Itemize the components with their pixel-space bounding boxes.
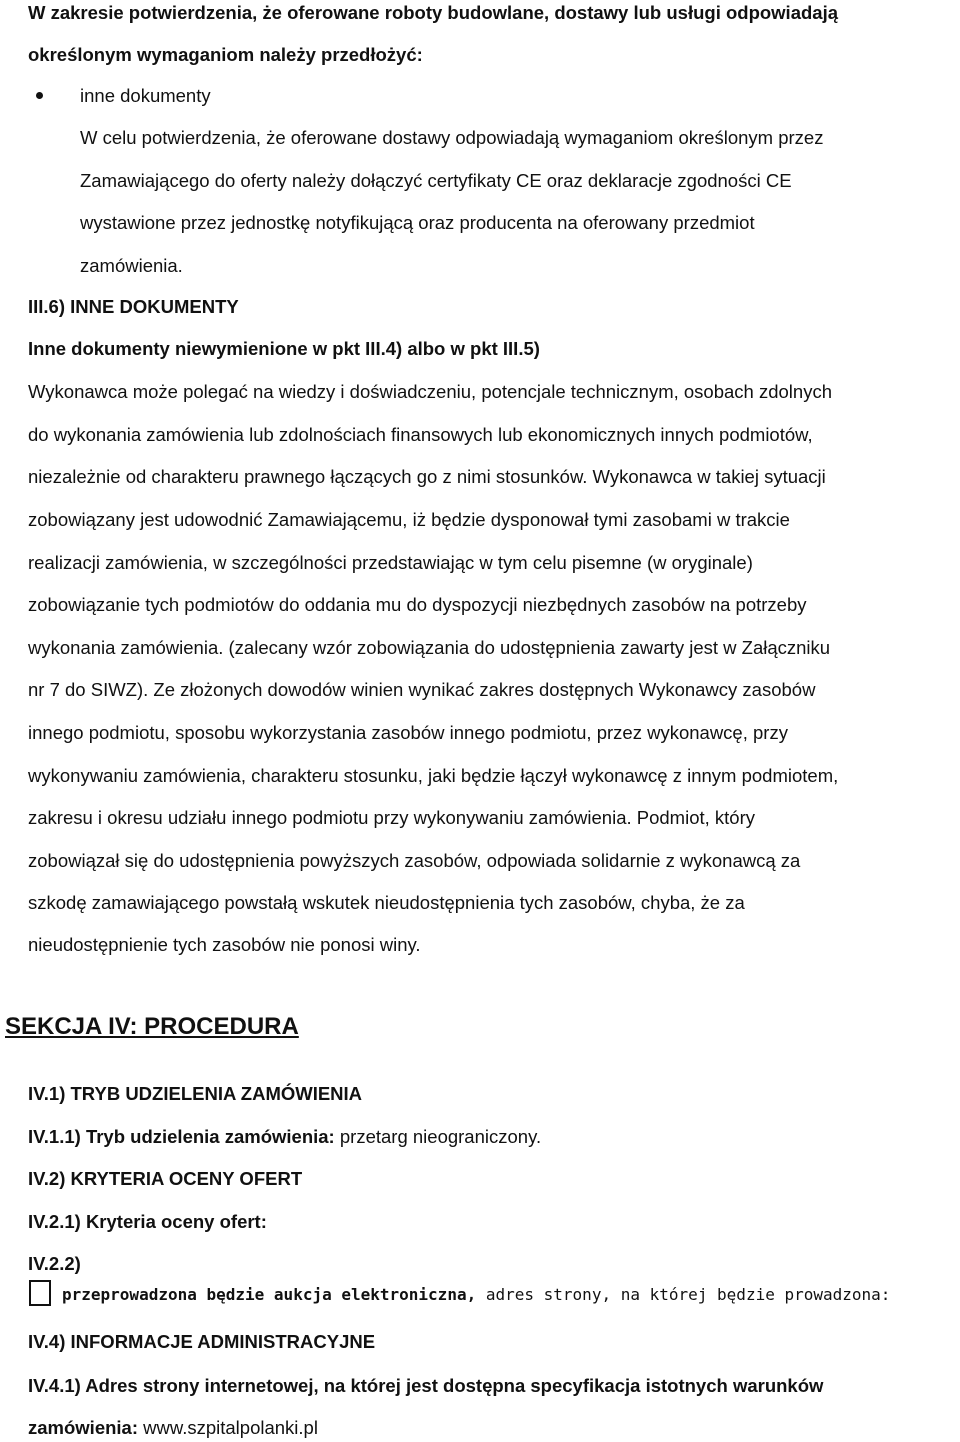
heading-iv2: IV.2) KRYTERIA OCENY OFERT xyxy=(28,1168,303,1189)
intro-line-2: określonym wymaganiom należy przedłożyć: xyxy=(28,44,423,65)
bullet-dot-icon xyxy=(36,92,43,99)
paragraph-line: nieudostępnienie tych zasobów nie ponosi winy. xyxy=(28,934,421,955)
paragraph-line: niezależnie od charakteru prawnego łączących go z nimi stosunków. Wykonawca w takiej sytuacji xyxy=(28,466,826,487)
heading-iv22: IV.2.2) xyxy=(28,1253,81,1274)
auction-label: przeprowadzona będzie aukcja elektroniczna, xyxy=(62,1285,477,1304)
auction-line xyxy=(62,1284,890,1306)
paragraph-line: wykonania zamówienia. (zalecany wzór zobowiązania do udostępnienia zawarty jest w Załączniku xyxy=(28,637,831,658)
iv41-line-1: IV.4.1) Adres strony internetowej, na której jest dostępna specyfikacja istotnych warunków xyxy=(28,1375,824,1396)
paragraph-line: Wykonawca może polegać na wiedzy i doświadczeniu, potencjale technicznym, osobach zdolnych xyxy=(28,381,832,402)
paragraph-line: realizacji zamówienia, w szczególności przedstawiając w tym celu pisemne (w oryginale) xyxy=(28,552,753,573)
intro-line-1: W zakresie potwierdzenia, że oferowane roboty budowlane, dostawy lub usługi odpowiadają xyxy=(28,2,839,23)
paragraph-line: nr 7 do SIWZ). Ze złożonych dowodów winien wynikać zakres dostępnych Wykonawcy zasobów xyxy=(28,679,816,700)
heading-iv21: IV.2.1) Kryteria oceny ofert: xyxy=(28,1211,267,1232)
paragraph-line: zobowiązał się do udostępnienia powyższych zasobów, odpowiada solidarnie z wykonawcą za xyxy=(28,850,801,871)
bullet-desc-line: wystawione przez jednostkę notyfikującą oraz producenta na oferowany przedmiot xyxy=(80,212,755,233)
specification-url-link[interactable]: www.szpitalpolanki.pl xyxy=(138,1417,318,1438)
paragraph-line: szkodę zamawiającego powstałą wskutek nieudostępnienia tych zasobów, chyba, że za xyxy=(28,892,745,913)
section-title: SEKCJA IV: PROCEDURA xyxy=(5,1013,299,1040)
paragraph-line: do wykonania zamówienia lub zdolnościach finansowych lub ekonomicznych innych podmiotów, xyxy=(28,424,813,445)
iv11-value: przetarg nieograniczony. xyxy=(334,1126,542,1147)
paragraph-line: innego podmiotu, sposobu wykorzystania zasobów innego podmiotu, przez wykonawcę, przy xyxy=(28,722,788,743)
subheading-other-documents: Inne dokumenty niewymienione w pkt III.4) albo w pkt III.5) xyxy=(28,338,540,359)
iv41-label: zamówienia: xyxy=(28,1417,138,1438)
auction-description: adres strony, na której będzie prowadzona: xyxy=(476,1285,891,1304)
paragraph-line: zobowiązany jest udowodnić Zamawiającemu, iż będzie dysponował tymi zasobami w trakcie xyxy=(28,509,790,530)
heading-iv4: IV.4) INFORMACJE ADMINISTRACYJNE xyxy=(28,1331,376,1352)
auction-checkbox[interactable] xyxy=(29,1280,51,1306)
bullet-desc-line: Zamawiającego do oferty należy dołączyć certyfikaty CE oraz deklaracje zgodności CE xyxy=(80,170,792,191)
paragraph-line: zobowiązanie tych podmiotów do oddania mu do dyspozycji niezbędnych zasobów na potrzeby xyxy=(28,594,807,615)
paragraph-line: zakresu i okresu udziału innego podmiotu przy wykonywaniu zamówienia. Podmiot, który xyxy=(28,807,755,828)
heading-iv1: IV.1) TRYB UDZIELENIA ZAMÓWIENIA xyxy=(28,1083,363,1104)
iv41-line-2 xyxy=(28,1417,318,1439)
heading-other-documents: III.6) INNE DOKUMENTY xyxy=(28,296,239,317)
paragraph-line: wykonywaniu zamówienia, charakteru stosunku, jaki będzie łączył wykonawcę z innym podmiotem, xyxy=(28,765,839,786)
bullet-desc-line: W celu potwierdzenia, że oferowane dostawy odpowiadają wymaganiom określonym przez xyxy=(80,127,824,148)
bullet-item: inne dokumenty xyxy=(80,85,211,106)
bullet-desc-line: zamówienia. xyxy=(80,255,183,276)
iv11-line xyxy=(28,1126,541,1148)
iv11-label: IV.1.1) Tryb udzielenia zamówienia: xyxy=(28,1126,335,1147)
